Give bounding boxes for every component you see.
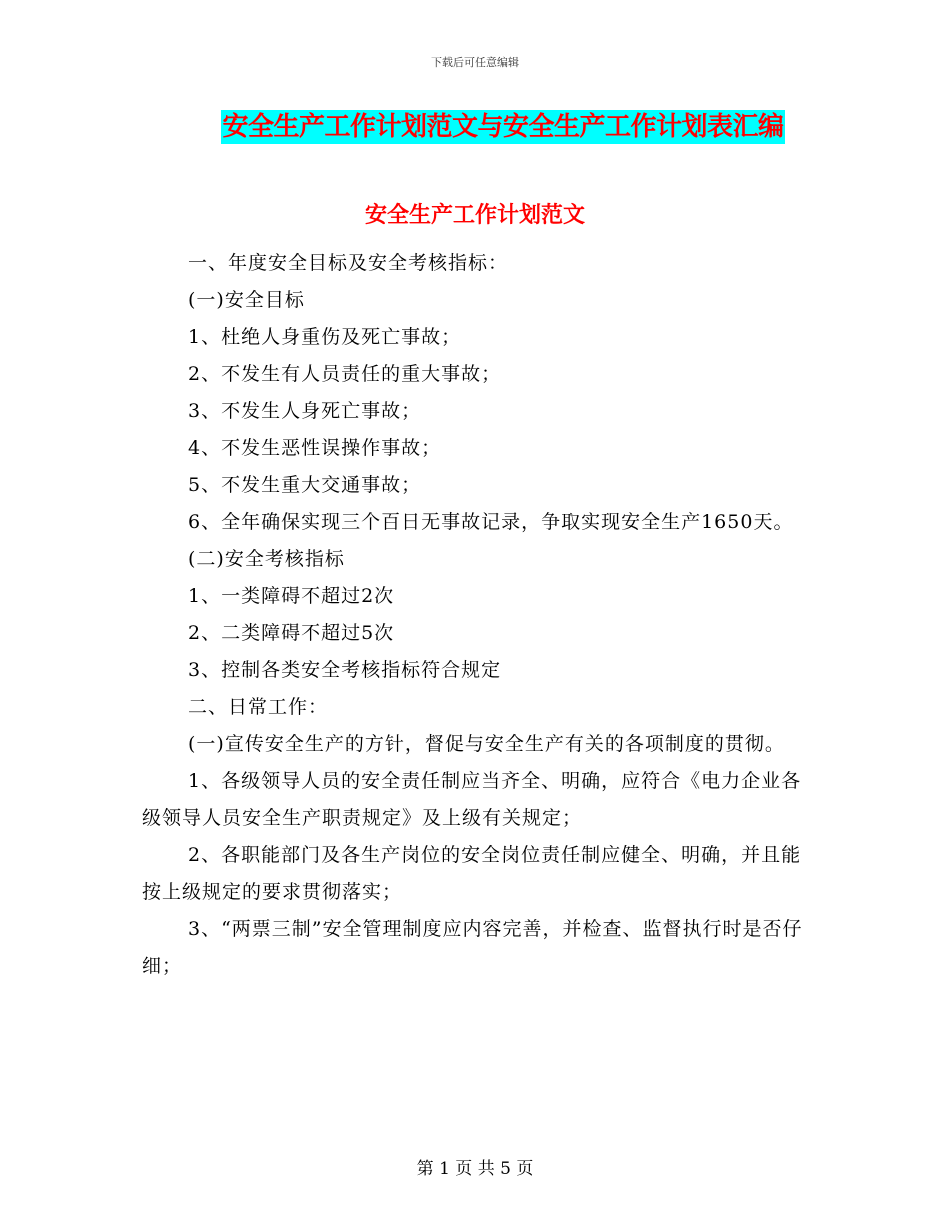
paragraph: 2、不发生有人员责任的重大事故； xyxy=(188,363,502,385)
main-title-container xyxy=(0,110,950,144)
paragraph: 二、日常工作： xyxy=(188,696,329,718)
paragraph: 3、“两票三制”安全管理制度应内容完善，并检查、监督执行时是否仔细； xyxy=(142,918,803,977)
paragraph: 4、不发生恶性误操作事故； xyxy=(188,437,442,459)
paragraph: 3、不发生人身死亡事故； xyxy=(188,400,422,422)
paragraph: 5、不发生重大交通事故； xyxy=(188,474,422,496)
paragraph: 1、各级领导人员的安全责任制应当齐全、明确，应符合《电力企业各级领导人员安全生产职责规定》及上级有关规定； xyxy=(142,770,802,829)
paragraph: 3、控制各类安全考核指标符合规定 xyxy=(188,659,502,681)
section-title: 安全生产工作计划范文 xyxy=(364,203,585,228)
paragraph: 2、各职能部门及各生产岗位的安全岗位责任制应健全、明确，并且能按上级规定的要求贯彻落实； xyxy=(142,844,802,903)
paragraph: 1、一类障碍不超过2次 xyxy=(188,585,395,607)
paragraph: (二)安全考核指标 xyxy=(188,548,345,570)
paragraph: 6、全年确保实现三个百日无事故记录，争取实现安全生产1650天。 xyxy=(188,511,794,533)
paragraph: (一)宣传安全生产的方针，督促与安全生产有关的各项制度的贯彻。 xyxy=(188,733,785,755)
header-note: 下载后可任意编辑 xyxy=(431,56,519,69)
main-title: 安全生产工作计划范文与安全生产工作计划表汇编 xyxy=(222,112,784,142)
document-body xyxy=(142,245,808,985)
paragraph: (一)安全目标 xyxy=(188,289,305,311)
paragraph: 2、二类障碍不超过5次 xyxy=(188,622,395,644)
page-footer: 第 1 页 共 5 页 xyxy=(416,1159,534,1179)
paragraph: 1、杜绝人身重伤及死亡事故； xyxy=(188,326,462,348)
paragraph: 一、年度安全目标及安全考核指标： xyxy=(188,252,509,274)
